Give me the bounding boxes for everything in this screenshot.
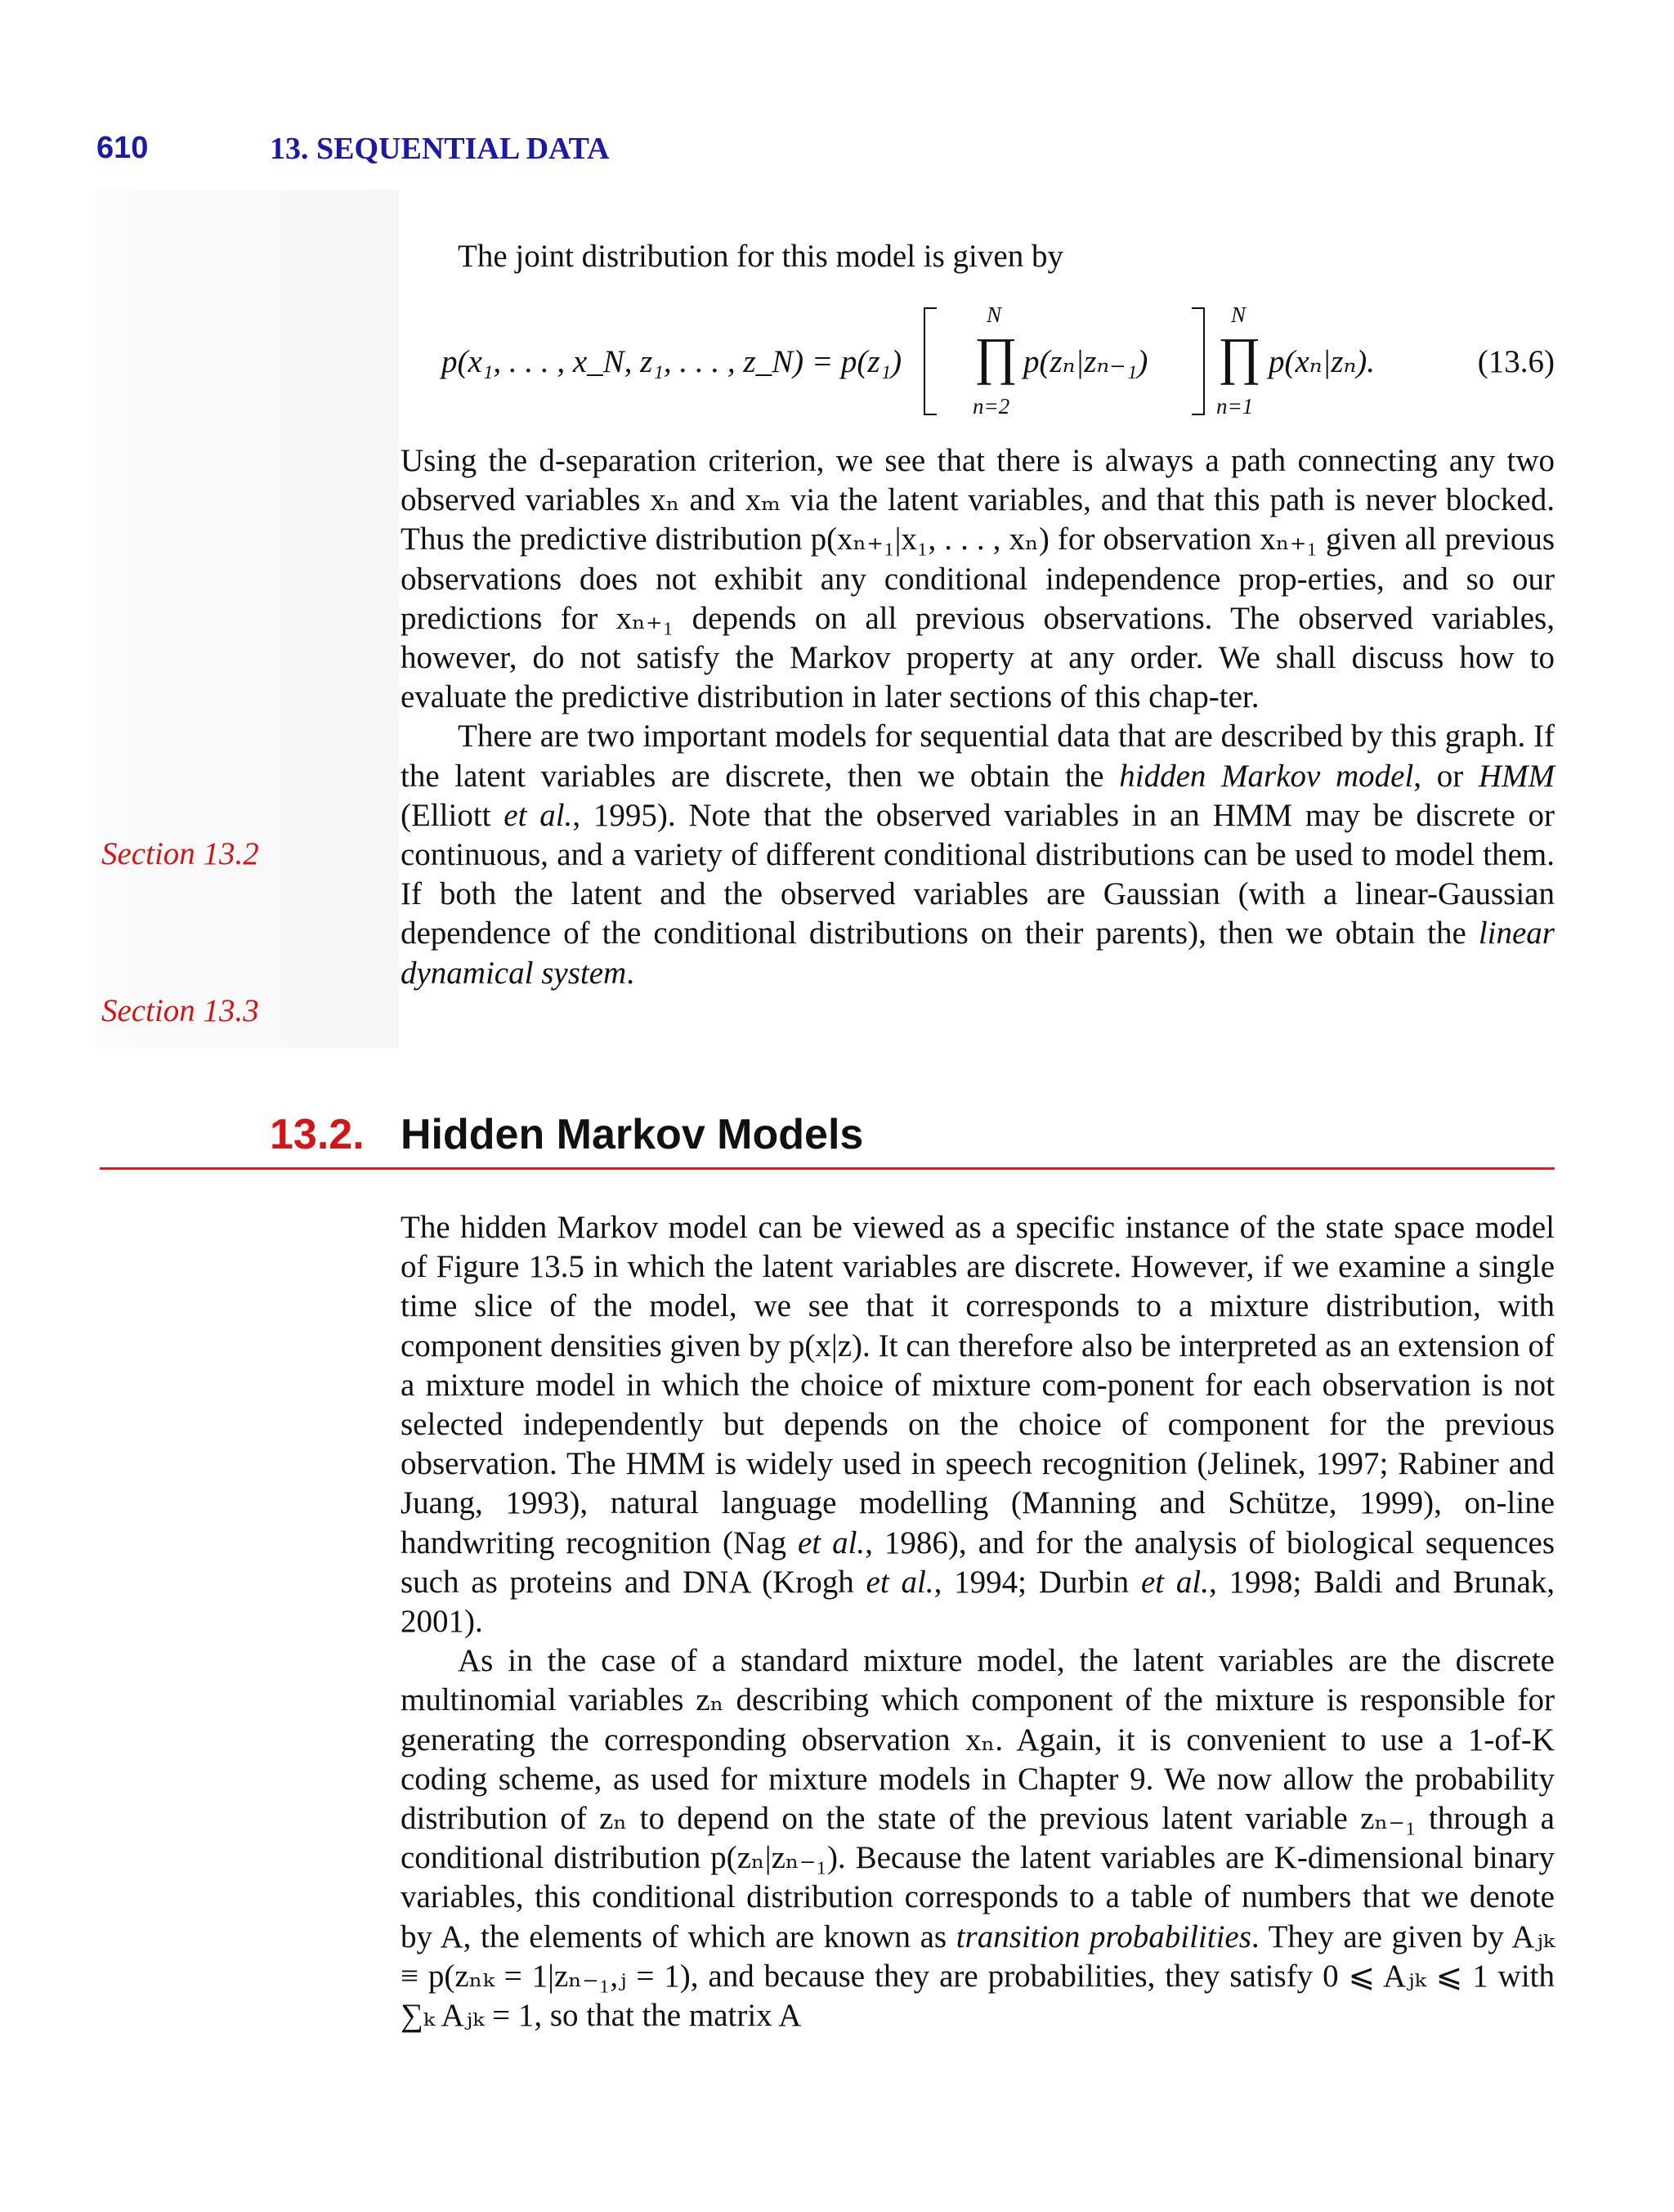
section-title: Hidden Markov Models [401,1111,864,1158]
section-body [401,1208,1555,2035]
p2-text-1: There are two important models for sequential data that are described by this graph. If the latent variables are discrete, then we obtain the [401,719,1555,794]
equation-13-6 [441,301,1555,423]
product1-upper: N [987,302,1002,327]
margin-note-section-13-2[interactable]: Section 13.2 [101,836,259,871]
p4-text-2: . They are given by Aⱼₖ ≡ p(zₙₖ = 1|zₙ₋₁,ⱼ = 1), and because they are probabilities, they satisfy 0 ⩽ Aⱼₖ ⩽ 1 with ∑ₖ Aⱼₖ = 1, so that the matrix A [401,1919,1555,2034]
paragraph-2 [401,717,1555,992]
paragraph-d-separation [401,441,1555,993]
product2-symbol: ∏ [1218,327,1261,385]
p3-em-2: et al. [866,1564,934,1600]
product1-lower: n=2 [973,394,1010,419]
p3-text-3: , 1994; Durbin [933,1564,1141,1600]
paragraph-1: Using the d-separation criterion, we see that there is always a path connecting any two observed variables xₙ and xₘ via the latent variables, and that this path is never blocked. Thus the predictive distribution p(xₙ₊₁|x₁, . . . , xₙ) for observation xₙ₊₁ given all previous observations does not exhibit any conditional independence prop-erties, and so our predictions for xₙ₊₁ depends on all previous observations. The observed variables, however, do not satisfy the Markov property at any order. We shall discuss how to evaluate the predictive distribution in later sections of this chap-ter. [401,443,1555,715]
page-number: 610 [96,131,149,165]
p4-text-1: As in the case of a standard mixture model, the latent variables are the discrete multinomial variables zₙ describing which component of the mixture is responsible for generating the corresponding observation xₙ. Again, it is convenient to use a 1-of-K coding scheme, as used for mixture models in Chapter 9. We now allow the probability distribution of zₙ to depend on the state of the previous latent variable zₙ₋₁ through a conditional distribution p(zₙ|zₙ₋₁). Because the latent variables are K-dimensional binary variables, this conditional distribution corresponds to a table of numbers that we denote by A, the elements of which are known as [401,1643,1555,1955]
p3-em-1: et al. [797,1525,866,1560]
equation-lhs: p(x₁, . . . , x_N, z₁, . . . , z_N) = p(z₁) [441,344,902,379]
equation-number: (13.6) [1477,344,1555,379]
p2-text-2: , or [1413,758,1479,794]
product2-term: p(xₙ|zₙ). [1269,344,1376,379]
p2-text-4: , 1995). Note that the observed variables in an HMM may be discrete or continuous, and a variety of different conditional distributions can be used to model them. If both the latent and the observed variables are Gaussian (with a linear-Gaussian dependence of the conditional distributions on their parents), then we obtain the [401,797,1555,952]
product1-symbol: ∏ [974,327,1018,385]
running-title: 13. SEQUENTIAL DATA [270,132,610,166]
paragraph-3 [401,1208,1555,1641]
p2-text-3: (Elliott [401,797,504,833]
p2-text-5: . [626,955,634,991]
section-rule [100,1167,1555,1170]
p2-em-lds: linear dynamical system [401,916,1555,991]
p2-em-hmm: hidden Markov model [1119,758,1414,794]
p4-em-transition: transition probabilities [956,1919,1251,1955]
product2-lower: n=1 [1216,394,1254,419]
paragraph-4 [401,1641,1555,2035]
margin-note-section-13-3[interactable]: Section 13.3 [101,993,259,1028]
p3-text-1: The hidden Markov model can be viewed as a specific instance of the state space model of Figure 13.5 in which the latent variables are discrete. However, if we examine a single time slice of the model, we see that it corresponds to a mixture distribution, with component densities given by p(x|z). It can therefore also be interpreted as an extension of a mixture model in which the choice of mixture com-ponent for each observation is not selected independently but depends on the choice of component for the previous observation. The HMM is widely used in speech recognition (Jelinek, 1997; Rabiner and Juang, 1993), natural language modelling (Manning and Schütze, 1999), on-line handwriting recognition (Nag [401,1210,1555,1560]
right-bracket [1192,307,1205,415]
left-bracket [924,307,937,415]
section-number: 13.2. [270,1111,365,1158]
product1-term: p(zₙ|zₙ₋₁) [1023,344,1148,379]
p3-text-4: , 1998; Baldi and Brunak, 2001). [401,1564,1555,1640]
p3-text-2: , 1986), and for the analysis of biological sequences such as proteins and DNA (Krogh [401,1525,1555,1600]
p2-em-abbrev: HMM [1478,758,1555,794]
intro-line: The joint distribution for this model is given by [458,239,1063,274]
p2-em-etal: et al. [504,797,573,833]
margin-shade [96,190,399,1048]
product2-upper: N [1231,302,1247,327]
p3-em-3: et al. [1140,1564,1209,1600]
